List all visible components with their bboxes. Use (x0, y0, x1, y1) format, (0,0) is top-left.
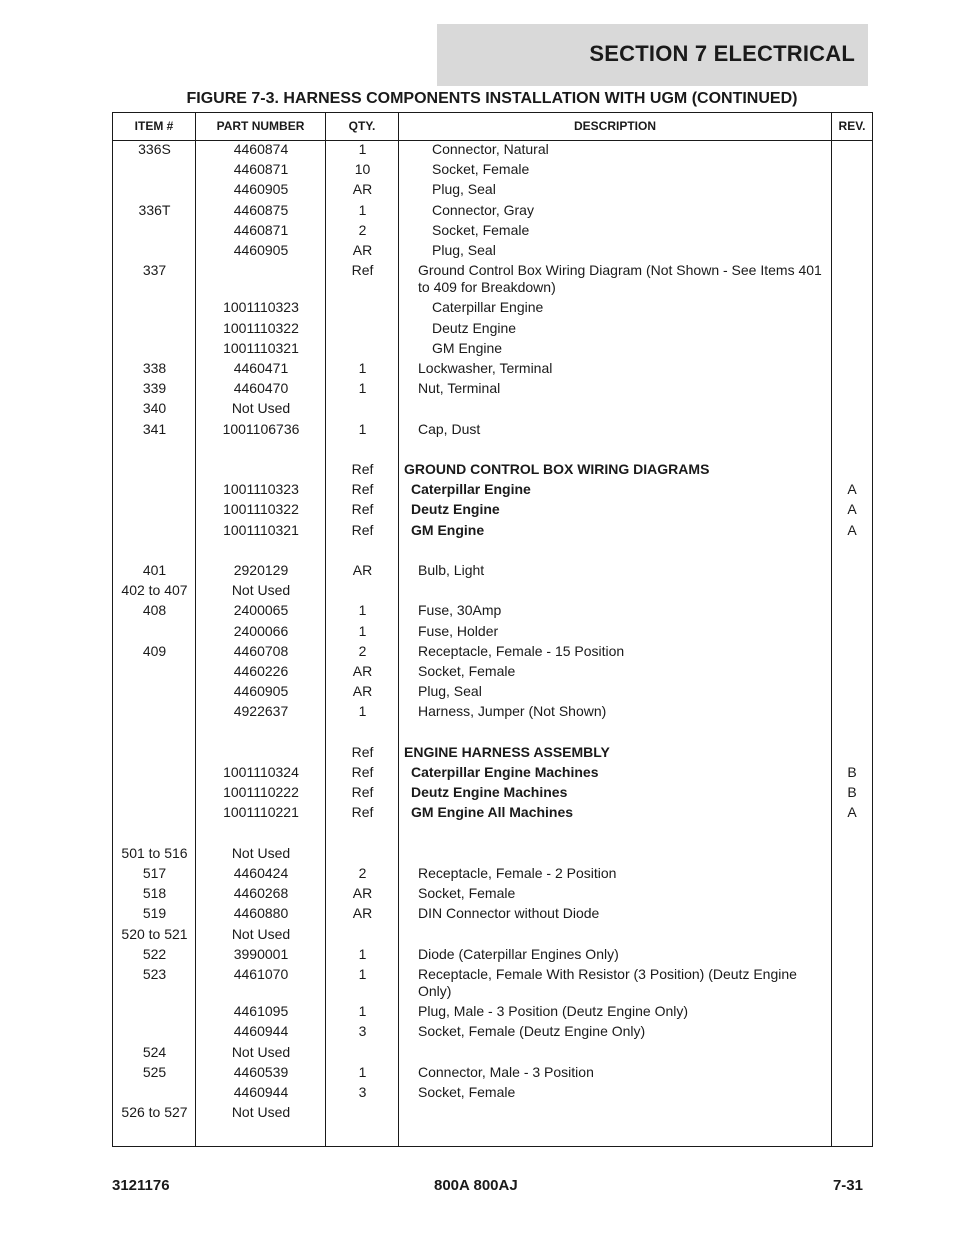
item-number-cell: 401 (142, 562, 167, 578)
item-number-cell: 337 (142, 262, 167, 279)
item-number-cell: 526 to 527 (121, 1104, 188, 1121)
description-cell: Ground Control Box Wiring Diagram (Not Shown - See Items 401 to 409 for Breakdown) (418, 262, 822, 296)
description-cell: Fuse, 30Amp (418, 602, 502, 619)
part-number-cell: 4461070 (233, 966, 289, 982)
description-cell: Fuse, Holder (418, 622, 499, 639)
column-header-description: DESCRIPTION (573, 119, 656, 133)
part-number-cell: 4460875 (233, 201, 289, 218)
item-number-cell: 501 to 516 (121, 844, 188, 861)
description-cell: Bulb, Light (418, 562, 485, 578)
quantity-cell: 1 (358, 602, 367, 619)
description-cell: ENGINE HARNESS ASSEMBLY (404, 743, 610, 760)
part-number-cell: 2400066 (233, 622, 289, 639)
quantity-cell: Ref (351, 521, 374, 538)
description-cell: Deutz Engine (411, 501, 500, 518)
description-cell: Connector, Natural (432, 141, 549, 157)
item-number-cell: 520 to 521 (121, 925, 188, 942)
description-cell: Nut, Terminal (418, 380, 501, 397)
description-cell: Receptacle, Female - 15 Position (418, 642, 625, 659)
part-number-cell: 1001110321 (223, 339, 299, 356)
item-number-cell: 338 (142, 360, 167, 376)
part-number-cell: 4460905 (233, 242, 289, 258)
quantity-cell: Ref (351, 784, 374, 801)
quantity-cell: AR (352, 562, 373, 578)
item-number-cell: 519 (142, 905, 167, 922)
description-cell: Plug, Seal (432, 242, 496, 258)
item-number-cell: 336T (138, 201, 171, 218)
part-number-cell: Not Used (231, 844, 291, 861)
part-number-cell: 4460871 (233, 221, 289, 238)
description-cell: Deutz Engine Machines (411, 784, 568, 801)
item-number-cell: 524 (142, 1043, 167, 1060)
description-cell: Caterpillar Engine (411, 481, 531, 498)
part-number-cell: 4460708 (233, 642, 289, 659)
revision-cell: A (847, 804, 857, 821)
revision-cell: B (847, 764, 857, 780)
revision-cell: A (847, 521, 857, 538)
part-number-cell: 4460905 (233, 181, 289, 198)
item-number-cell: 336S (138, 141, 171, 157)
description-cell: Socket, Female (432, 161, 530, 178)
quantity-cell: 1 (358, 201, 367, 218)
description-cell: GROUND CONTROL BOX WIRING DIAGRAMS (404, 461, 710, 477)
description-cell: DIN Connector without Diode (418, 905, 600, 922)
description-cell: Socket, Female (Deutz Engine Only) (418, 1023, 646, 1040)
part-number-cell: 4460880 (233, 905, 289, 922)
quantity-cell: 1 (358, 360, 367, 376)
part-number-cell: 4460539 (233, 1063, 289, 1080)
part-number-cell: 1001106736 (222, 420, 300, 437)
quantity-cell: 3 (358, 1023, 367, 1040)
part-number-cell: 4461095 (233, 1003, 289, 1020)
section-header (437, 24, 868, 86)
item-number-cell: 408 (142, 602, 167, 619)
description-cell: Deutz Engine (432, 319, 517, 336)
description-cell: Socket, Female (418, 885, 516, 902)
description-cell: Connector, Male - 3 Position (418, 1063, 594, 1080)
item-number-cell: 522 (142, 945, 167, 962)
description-cell: Plug, Seal (418, 683, 482, 700)
description-cell: Plug, Male - 3 Position (Deutz Engine Only) (418, 1003, 689, 1020)
quantity-cell: 1 (358, 380, 367, 397)
quantity-cell: AR (352, 181, 373, 198)
description-cell: GM Engine All Machines (411, 804, 574, 821)
quantity-cell: Ref (351, 764, 374, 780)
column-header-part-number: PART NUMBER (216, 119, 305, 133)
item-number-cell: 340 (142, 400, 167, 417)
part-number-cell: 2400065 (233, 602, 289, 619)
part-number-cell: Not Used (231, 1104, 291, 1121)
part-number-cell: Not Used (231, 1043, 291, 1060)
part-number-cell: 1001110324 (223, 764, 299, 780)
description-cell: Cap, Dust (418, 420, 481, 437)
part-number-cell: 4460871 (233, 161, 289, 178)
quantity-cell: 2 (358, 865, 367, 881)
part-number-cell: 1001110322 (223, 319, 299, 336)
quantity-cell: 1 (358, 420, 367, 437)
description-cell: Plug, Seal (432, 181, 496, 198)
item-number-cell: 517 (142, 865, 167, 881)
part-number-cell: 4460268 (233, 885, 289, 902)
column-divider (831, 113, 832, 1146)
quantity-cell: AR (352, 663, 373, 679)
item-number-cell: 341 (142, 420, 167, 437)
description-cell: GM Engine (432, 339, 503, 356)
description-cell: Socket, Female (418, 663, 516, 679)
figure-title: FIGURE 7-3. HARNESS COMPONENTS INSTALLATION WITH UGM (CONTINUED) (186, 90, 798, 107)
quantity-cell: 3 (358, 1084, 367, 1100)
quantity-cell: Ref (351, 262, 374, 279)
description-cell: Receptacle, Female - 2 Position (418, 865, 617, 881)
description-cell: Socket, Female (432, 221, 530, 238)
quantity-cell: Ref (351, 804, 374, 821)
part-number-cell: 1001110222 (223, 784, 299, 801)
description-cell: Connector, Gray (432, 201, 534, 218)
quantity-cell: Ref (351, 743, 374, 760)
part-number-cell: 4460424 (233, 865, 289, 881)
part-number-cell: 2920129 (233, 562, 289, 578)
part-number-cell: 1001110322 (223, 501, 299, 518)
quantity-cell: 1 (358, 622, 367, 639)
item-number-cell: 525 (142, 1063, 167, 1080)
part-number-cell: 1001110321 (223, 521, 299, 538)
item-number-cell: 409 (142, 642, 167, 659)
footer-doc-number: 3121176 (112, 1177, 170, 1194)
quantity-cell: Ref (351, 461, 374, 477)
quantity-cell: 1 (358, 141, 367, 157)
description-cell: Caterpillar Engine Machines (411, 764, 599, 780)
part-number-cell: Not Used (231, 582, 291, 599)
part-number-cell: 1001110323 (223, 481, 299, 498)
description-cell: Socket, Female (418, 1084, 516, 1100)
part-number-cell: 4460944 (233, 1084, 289, 1100)
description-cell: Diode (Caterpillar Engines Only) (418, 945, 619, 962)
revision-cell: A (847, 501, 857, 518)
quantity-cell: AR (352, 683, 373, 700)
quantity-cell: Ref (351, 481, 374, 498)
item-number-cell: 523 (142, 966, 167, 982)
quantity-cell: 2 (358, 642, 367, 659)
part-number-cell: Not Used (231, 925, 291, 942)
description-cell: Receptacle, Female With Resistor (3 Position) (Deutz Engine Only) (418, 966, 797, 999)
part-number-cell: 4922637 (233, 703, 289, 720)
column-header-qty: QTY. (348, 119, 376, 133)
quantity-cell: 2 (358, 221, 367, 238)
column-header-item: ITEM # (134, 119, 174, 133)
quantity-cell: AR (352, 905, 373, 922)
quantity-cell: AR (352, 885, 373, 902)
part-number-cell: 4460874 (233, 141, 289, 157)
item-number-cell: 518 (142, 885, 167, 902)
part-number-cell: 4460905 (233, 683, 289, 700)
section-title: SECTION 7 ELECTRICAL (589, 41, 855, 66)
quantity-cell: 10 (354, 161, 371, 178)
part-number-cell: 4460471 (233, 360, 289, 376)
description-cell: Lockwasher, Terminal (418, 360, 553, 376)
quantity-cell: 1 (358, 1003, 367, 1020)
part-number-cell: 1001110221 (223, 804, 299, 821)
part-number-cell: 4460470 (233, 380, 289, 397)
footer-page-number: 7-31 (832, 1177, 863, 1194)
description-cell: Caterpillar Engine (432, 299, 544, 316)
item-number-cell: 402 to 407 (121, 582, 188, 599)
quantity-cell: 1 (358, 945, 367, 962)
part-number-cell: 1001110323 (223, 299, 299, 316)
footer-model: 800A 800AJ (434, 1177, 518, 1194)
description-cell: Harness, Jumper (Not Shown) (418, 703, 607, 720)
quantity-cell: Ref (351, 501, 374, 518)
parts-table (112, 112, 873, 1147)
part-number-cell: 4460944 (233, 1023, 289, 1040)
item-number-cell: 339 (142, 380, 167, 397)
column-header-rev: REV. (838, 119, 866, 133)
part-number-cell: 3990001 (233, 945, 289, 962)
quantity-cell: AR (352, 242, 373, 258)
description-cell: GM Engine (411, 521, 485, 538)
quantity-cell: 1 (358, 1063, 367, 1080)
quantity-cell: 1 (358, 966, 367, 982)
part-number-cell: Not Used (231, 400, 291, 417)
quantity-cell: 1 (358, 703, 367, 720)
part-number-cell: 4460226 (233, 663, 289, 679)
revision-cell: A (847, 481, 857, 498)
revision-cell: B (847, 784, 857, 801)
